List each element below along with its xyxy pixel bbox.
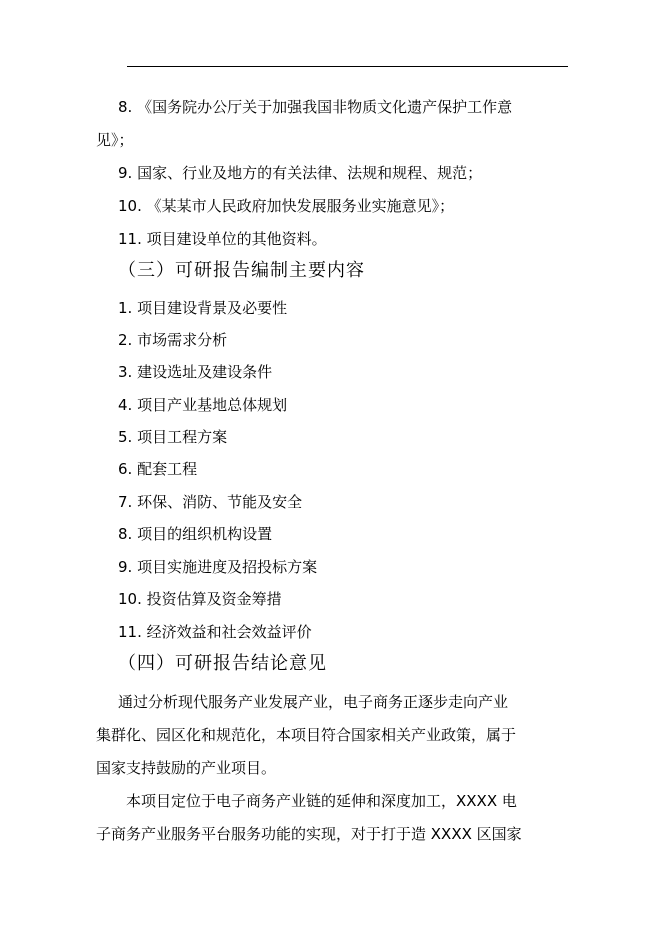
ref-item-8-line1: 8. 《国务院办公厅关于加强我国非物质文化遗产保护工作意 xyxy=(118,98,513,116)
section-3-item: 8. 项目的组织机构设置 xyxy=(118,525,273,543)
section-3-item: 6. 配套工程 xyxy=(118,460,198,478)
conclusion-paragraph-2-line: 子商务产业服务平台服务功能的实现，对于打于造 XXXX 区国家 xyxy=(96,825,522,843)
ref-item-9: 9. 国家、行业及地方的有关法律、法规和规程、规范； xyxy=(118,164,483,182)
conclusion-paragraph-1-line: 通过分析现代服务产业发展产业，电子商务正逐步走向产业 xyxy=(118,693,509,711)
section-3-item: 7. 环保、消防、节能及安全 xyxy=(118,493,303,511)
section-3-item: 3. 建设选址及建设条件 xyxy=(118,363,273,381)
conclusion-paragraph-1-line: 国家支持鼓励的产业项目。 xyxy=(96,759,277,777)
ref-item-11: 11. 项目建设单位的其他资料。 xyxy=(118,230,327,248)
section-3-heading: （三）可研报告编制主要内容 xyxy=(118,260,365,281)
conclusion-paragraph-1-line: 集群化、园区化和规范化，本项目符合国家相关产业政策，属于 xyxy=(96,726,517,744)
header-rule xyxy=(127,66,568,67)
section-3-item: 9. 项目实施进度及招投标方案 xyxy=(118,558,318,576)
section-3-item: 2. 市场需求分析 xyxy=(118,331,228,349)
section-3-item: 10. 投资估算及资金筹措 xyxy=(118,590,282,608)
conclusion-paragraph-2-line: 本项目定位于电子商务产业链的延伸和深度加工，XXXX 电 xyxy=(126,792,517,810)
section-3-item: 1. 项目建设背景及必要性 xyxy=(118,299,288,317)
ref-item-8-line2: 见》； xyxy=(96,131,134,149)
section-3-item: 5. 项目工程方案 xyxy=(118,428,228,446)
ref-item-10: 10. 《某某市人民政府加快发展服务业实施意见》； xyxy=(118,197,455,215)
section-3-item: 11. 经济效益和社会效益评价 xyxy=(118,623,312,641)
section-4-heading: （四）可研报告结论意见 xyxy=(118,653,327,674)
section-3-item: 4. 项目产业基地总体规划 xyxy=(118,396,288,414)
